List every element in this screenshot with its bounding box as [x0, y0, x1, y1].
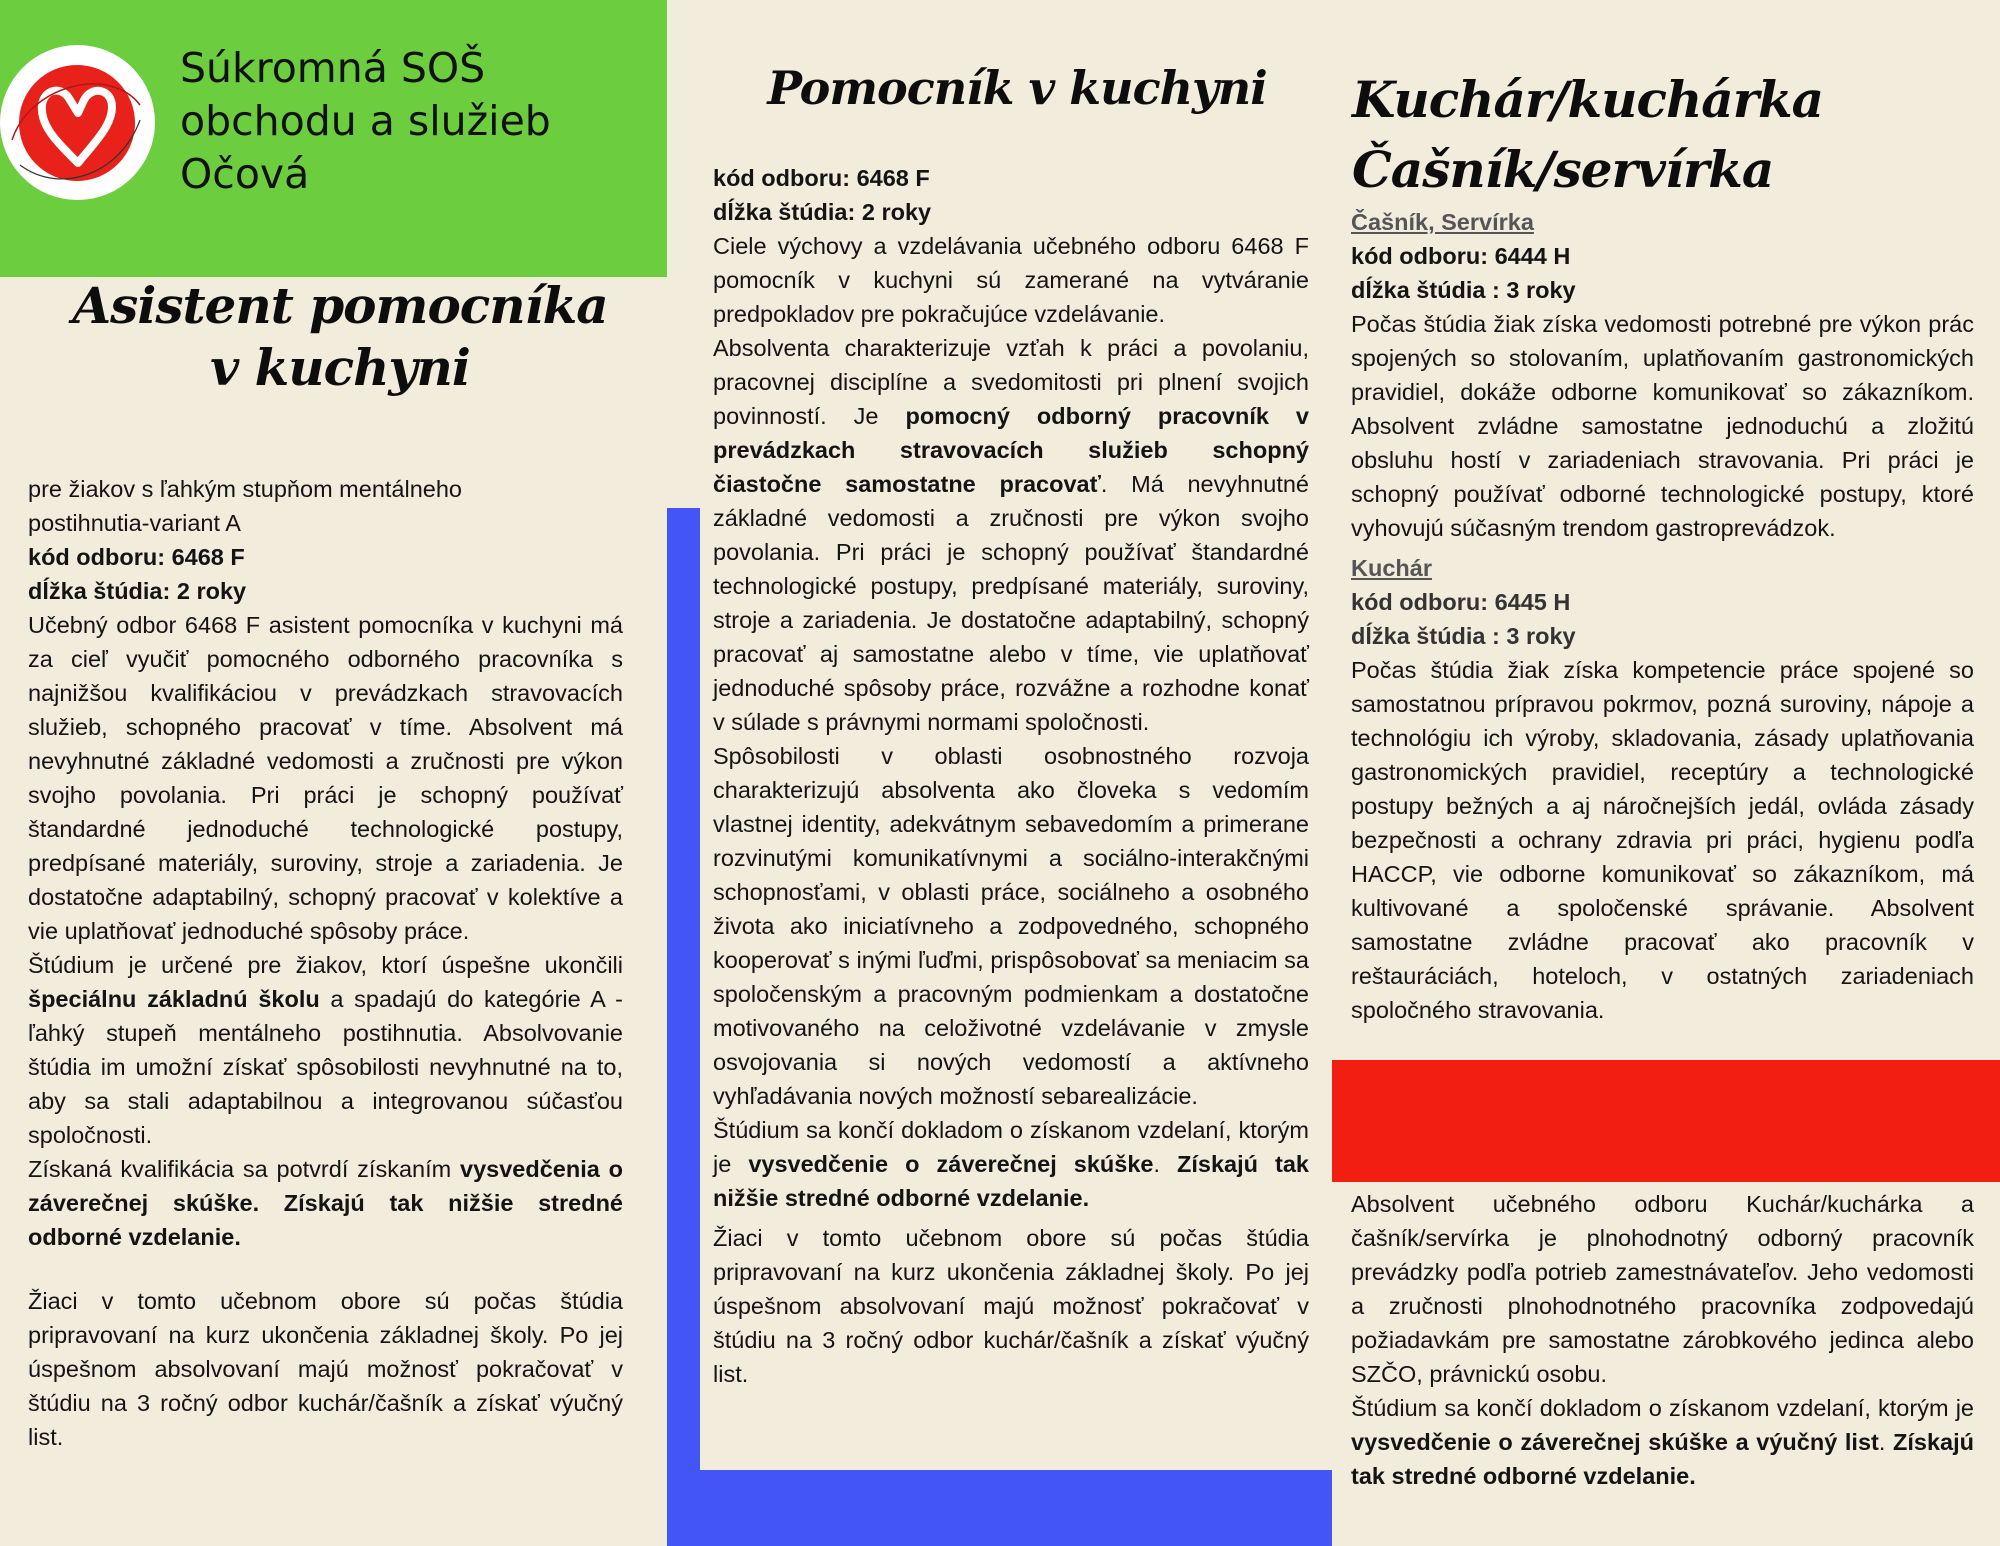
paragraph: Spôsobilosti v oblasti osobnostného rozvoja charakterizujú absolventa ako človeka s vedomím vlastnej identity, adekvátnym sebavedomím a primerane rozvinutými komunikatívnymi a sociálno-interakčnými schopnosťami, v oblasti práce, sociálneho a osobného života ako iniciatívneho a zodpovedného, schopného kooperovať s inými ľuďmi, prispôsobovať sa meniacim sa spoločenským a pracovným podmienkam a dostatočne motivovaného na celoživotné vzdelávanie v zmysle osvojovania si nových vedomostí a aktívneho vyhľadávania nových možností sebarealizácie. — [713, 743, 1309, 1109]
study-duration: dĺžka štúdia : 3 roky — [1351, 277, 1576, 303]
red-accent-block — [1332, 1060, 2000, 1182]
study-duration: dĺžka štúdia : 3 roky — [1351, 623, 1576, 649]
study-duration: dĺžka štúdia: 2 roky — [28, 578, 247, 604]
school-name — [180, 42, 650, 201]
field-code: kód odboru: 6445 H — [1351, 589, 1571, 615]
field-code: kód odboru: 6468 F — [28, 544, 245, 570]
paragraph: Počas štúdia žiak získa vedomosti potrebné pre výkon prác spojených so stolovaním, uplatňovaním gastronomických pravidiel, dokáže odborne komunikovať so zákazníkom. Absolvent zvládne samostatne jednoduchú a zložitú obsluhu hostí v zariadeniach stravovania. Pri práci je schopný používať odborné technologické postupy, ktoré vyhovujú súčasným trendom gastroprevádzok. — [1351, 311, 1974, 541]
field-code: kód odboru: 6468 F — [713, 165, 930, 191]
paragraph: Ciele výchovy a vzdelávania učebného odboru 6468 F pomocník v kuchyni sú zamerané na vytváranie predpokladov pre pokračujúce vzdelávanie. — [713, 233, 1309, 327]
paragraph: Štúdium sa končí dokladom o získanom vzdelaní, ktorým je vysvedčenie o záverečnej skúške. Získajú tak nižšie stredné odborné vzdelanie. — [713, 1117, 1309, 1211]
heading-line: Asistent pomocníka — [72, 276, 608, 335]
heading-assistant — [40, 275, 640, 399]
paragraph: Počas štúdia žiak získa kompetencie práce spojené so samostatnou prípravou pokrmov, pozná suroviny, nápoje a technológiu ich výroby, skladovania, zásady uplatňovania gastronomických pravidiel, receptúry a technologické postupy bežných a aj náročnejších jedál, ovláda zásady bezpečnosti a ochrany zdravia pri práci, hygienu podľa HACCP, vie odborne komunikovať so zákazníkom, má kultivované a spoločenské správanie. Absolvent samostatne zvládne pracovať ako pracovník v reštauráciách, hoteloch, v ostatných zariadeniach spoločného stravovania. — [1351, 657, 1974, 1023]
paragraph: Absolvent učebného odboru Kuchár/kuchárka a čašník/servírka je plnohodnotný odborný pracovník prevádzky podľa potrieb zamestnávateľov. Jeho vedomosti a zručnosti plnohodnotného pracovníka zodpovedajú požiadavkám pre samostatne zárobkového jedinca alebo SZČO, právnickú osobu. — [1351, 1191, 1974, 1387]
paragraph: Žiaci v tomto učebnom obore sú počas štúdia pripravovaní na kurz ukončenia základnej školy. Po jej úspešnom absolvovaní majú možnosť pokračovať v štúdiu na 3 ročný odbor kuchár/čašník a získať výučný list. — [28, 1288, 623, 1450]
study-duration: dĺžka štúdia: 2 roky — [713, 199, 932, 225]
heading-cook-waiter — [1352, 65, 1992, 205]
heading-line: Čašník/servírka — [1352, 140, 1774, 199]
section-title-waiter: Čašník, Servírka — [1351, 209, 1534, 235]
paragraph: Získaná kvalifikácia sa potvrdí získaním vysvedčenia o záverečnej skúške. Získajú tak nižšie stredné odborné vzdelanie. — [28, 1156, 624, 1250]
paragraph: Učebný odbor 6468 F asistent pomocníka v kuchyni má za cieľ vyučiť pomocného odborného pracovníka s najnižšou kvalifikáciou v prevádzkach stravovacích služieb, schopného pracovať v tíme. Absolvent má nevyhnutné základné vedomosti a zručnosti pre výkon svojho povolania. Pri práci je schopný používať štandardné jednoduché technologické postupy, predpísané materiály, suroviny, stroje a zariadenia. Je dostatočne adaptabilný, schopný pracovať v kolektíve a vie uplatňovať jednoduché spôsoby práce. — [28, 612, 623, 944]
field-code: kód odboru: 6444 H — [1351, 243, 1571, 269]
paragraph: Žiaci v tomto učebnom obore sú počas štúdia pripravovaní na kurz ukončenia základnej školy. Po jej úspešnom absolvovaní majú možnosť pokračovať v štúdiu na 3 ročný odbor kuchár/čašník a získať výučný list. — [713, 1225, 1309, 1387]
column-assistant — [28, 472, 623, 1454]
paragraph: Absolventa charakterizuje vzťah k práci a povolaniu, pracovnej disciplíne a svedomitosti pri plnení svojich povinností. Je pomocný odborný pracovník v prevádzkach stravovacích služieb schopný čiastočne samostatne pracovať. Má nevyhnutné základné vedomosti a zručnosti pre výkon svojho povolania. Pri práci je schopný používať štandardné technologické postupy, predpísané materiály, suroviny, stroje a zariadenia. Je dostatočne adaptabilný, schopný pracovať aj samostatne alebo v tíme, vie uplatňovať jednoduché spôsoby práce, rozvážne a rozhodne konať v súlade s právnymi normami spoločnosti. — [713, 335, 1309, 735]
heading-line: Kuchár/kuchárka — [1352, 70, 1824, 129]
heading-kitchen-helper: Pomocník v kuchyni — [767, 61, 1267, 115]
intro-line: pre žiakov s ľahkým stupňom mentálneho — [28, 476, 462, 502]
school-name-line: obchodu a služieb — [180, 97, 551, 145]
heading-line: v kuchyni — [210, 338, 470, 397]
column-cook-waiter — [1351, 205, 1974, 1027]
section-title-cook: Kuchár — [1351, 555, 1432, 581]
blue-vertical-bar — [667, 508, 700, 1546]
school-name-line: Očová — [180, 150, 310, 198]
column-kitchen-helper — [713, 161, 1309, 1391]
blue-bottom-bar — [667, 1470, 1332, 1546]
heart-logo-icon — [0, 45, 155, 200]
intro-line: postihnutia-variant A — [28, 510, 241, 536]
column-cook-waiter-graduate — [1351, 1187, 1974, 1493]
school-name-line: Súkromná SOŠ — [180, 44, 486, 92]
paragraph: Štúdium je určené pre žiakov, ktorí úspešne ukončili špeciálnu základnú školu a spadajú do kategórie A - ľahký stupeň mentálneho postihnutia. Absolvovanie štúdia im umožní získať spôsobilosti nevyhnutné na to, aby sa stali adaptabilnou a integrovanou súčasťou spoločnosti. — [28, 952, 623, 1148]
paragraph: Štúdium sa končí dokladom o získanom vzdelaní, ktorým je vysvedčenie o záverečnej skúške a výučný list. Získajú tak stredné odborné vzdelanie. — [1351, 1395, 1975, 1489]
